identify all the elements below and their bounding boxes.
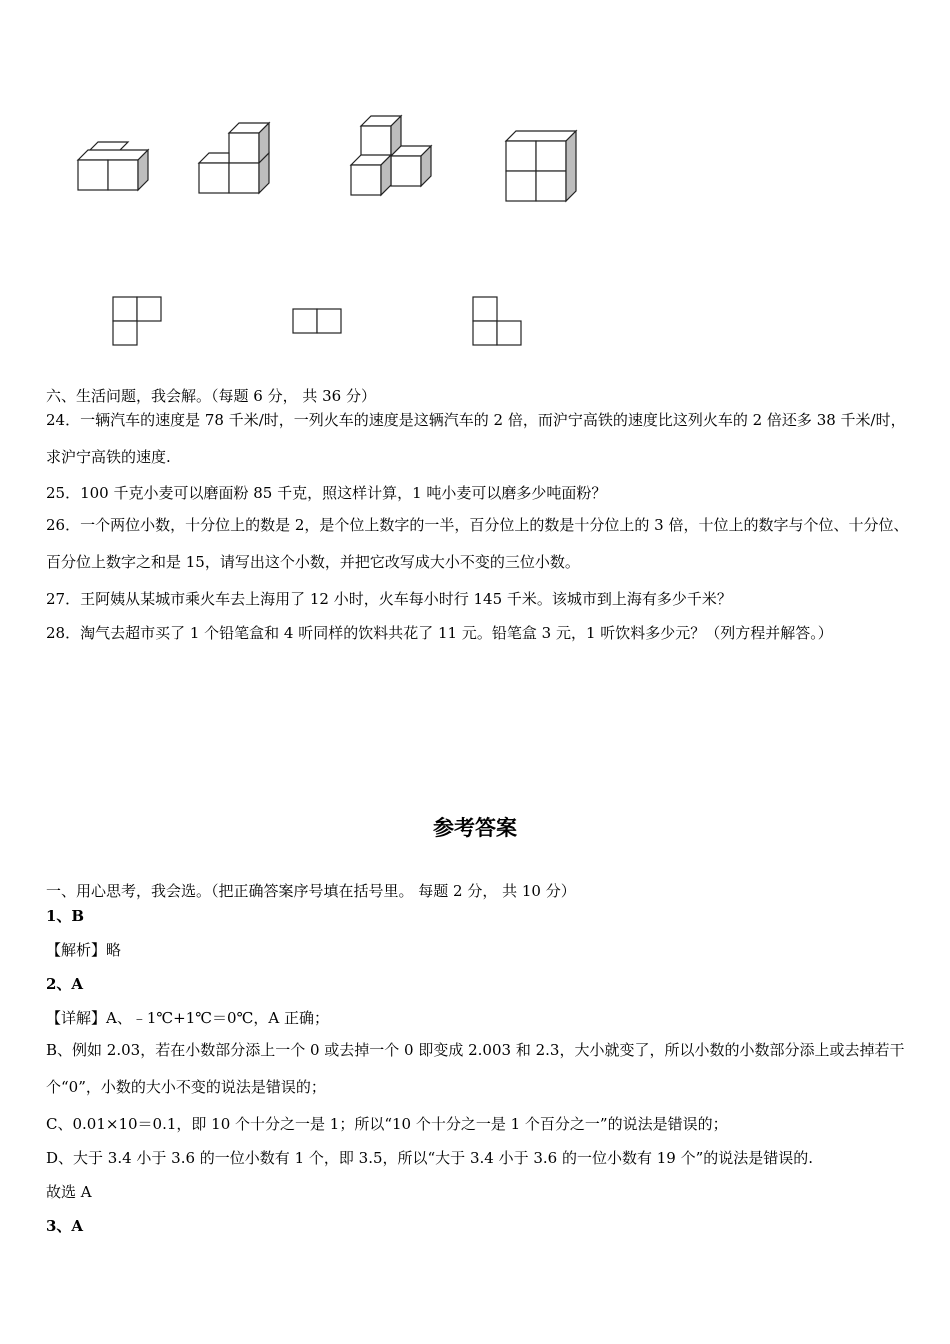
view-shape-2	[293, 309, 341, 333]
answer-2-option-b: B、例如 2.03，若在小数部分添上一个 0 或去掉一个 0 即变成 2.003 和 2.3，大小就变了，所以小数的小数部分添上或去掉若干个“0”，小数的大小不变的说法是错误的；	[46, 1041, 905, 1096]
question-24: 24．一辆汽车的速度是 78 千米/时，一列火车的速度是这辆汽车的 2 倍，而沪宁高铁的速度比这列火车的 2 倍还多 38 千米/时，求沪宁高铁的速度.	[46, 411, 906, 466]
answer-2-detail: 【详解】A、﹣1℃+1℃＝0℃，A 正确；	[46, 1009, 329, 1027]
answer-3: 3、A	[46, 1217, 84, 1235]
view-shape-1	[113, 297, 161, 345]
answer-1-note: 【解析】略	[46, 941, 122, 959]
cube-solid-4	[506, 131, 576, 201]
section6-header: 六、生活问题，我会解。（每题 6 分， 共 36 分）	[46, 387, 376, 405]
answer-2-option-c: C、0.01×10＝0.1，即 10 个十分之一是 1；所以“10 个十分之一是 1 个百分之一”的说法是错误的；	[46, 1115, 728, 1133]
answer-2: 2、A	[46, 975, 84, 993]
question-27: 27．王阿姨从某城市乘火车去上海用了 12 小时，火车每小时行 145 千米。该城市到上海有多少千米？	[46, 590, 732, 608]
answers-section1-header: 一、用心思考，我会选。（把正确答案序号填在括号里。 每题 2 分， 共 10 分）	[46, 882, 576, 900]
view-shape-3	[473, 297, 521, 345]
answer-2-conclusion: 故选 A	[46, 1183, 92, 1201]
cube-figures	[0, 0, 950, 360]
cube-solid-3	[351, 116, 431, 195]
cube-solid-2	[199, 123, 269, 193]
cube-solid-1	[78, 142, 148, 190]
question-25: 25．100 千克小麦可以磨面粉 85 千克，照这样计算，1 吨小麦可以磨多少吨面粉？	[46, 484, 607, 502]
answer-1: 1、B	[46, 907, 85, 925]
answer-2-option-d: D、大于 3.4 小于 3.6 的一位小数有 1 个，即 3.5，所以“大于 3.4 小于 3.6 的一位小数有 19 个”的说法是错误的.	[46, 1149, 814, 1167]
question-28: 28．淘气去超市买了 1 个铅笔盒和 4 听同样的饮料共花了 11 元。铅笔盒 3 元，1 听饮料多少元？（列方程并解答。）	[46, 624, 833, 642]
question-26: 26．一个两位小数，十分位上的数是 2，是个位上数字的一半，百分位上的数是十分位上的 3 倍，十位上的数字与个位、十分位、百分位上数字之和是 15，请写出这个小数，并把它改写成大小不变的三位小数。	[46, 516, 909, 571]
answers-title: 参考答案	[433, 816, 517, 840]
